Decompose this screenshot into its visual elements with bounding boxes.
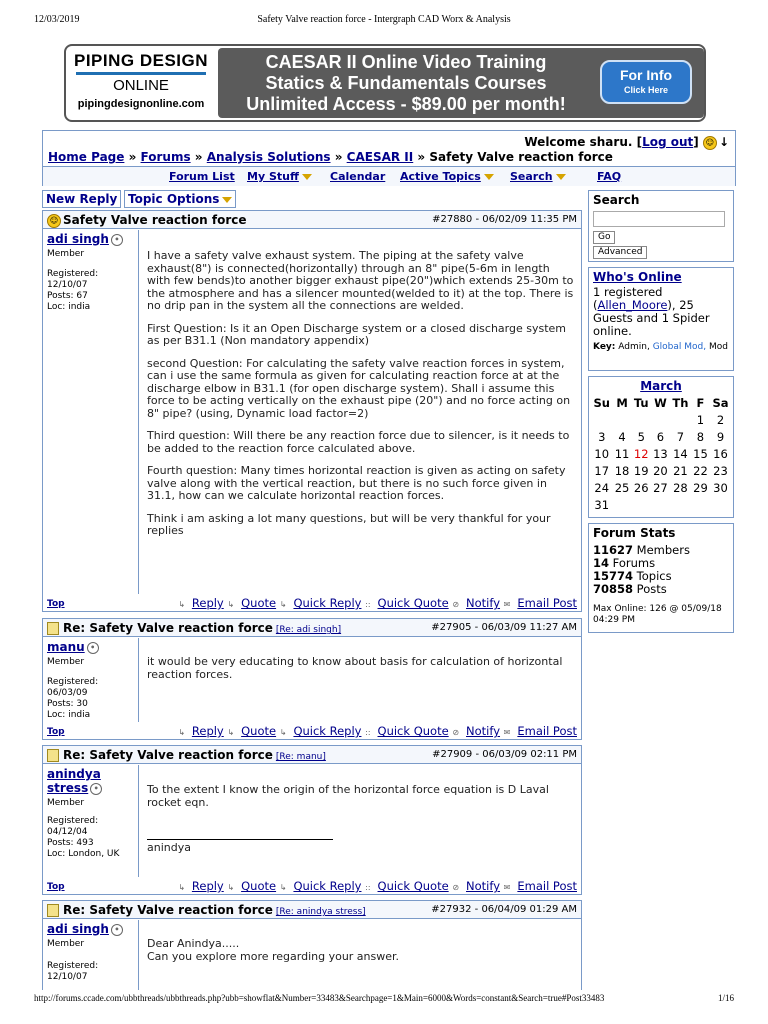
quick-reply-icon: ↳	[279, 728, 287, 737]
calendar-day[interactable]: 26	[633, 480, 649, 495]
calendar-weekday: W	[654, 396, 667, 410]
post-subject	[47, 213, 247, 228]
menu-active-topics-label: Active Topics	[400, 170, 481, 183]
author-info: Registered: 12/10/07 Posts: 67 Loc: india	[47, 269, 99, 312]
quote-icon: ↳	[227, 883, 235, 892]
smiley-icon: ☺	[47, 214, 61, 228]
email-icon: ✉	[503, 728, 511, 737]
breadcrumb-forums[interactable]: Forums	[140, 150, 191, 164]
calendar-month-link[interactable]: March	[640, 379, 682, 393]
smiley-icon: ☺	[703, 136, 717, 150]
welcome-end: ]	[693, 135, 699, 149]
calendar-day[interactable]: 4	[618, 429, 626, 444]
calendar-empty-cell	[710, 496, 731, 513]
quick-quote-link[interactable]: Quick Quote	[377, 596, 449, 610]
author-info: Registered: 12/10/07	[47, 961, 99, 982]
site-logo	[66, 46, 216, 120]
key-mod: Mod	[708, 342, 728, 352]
post-footer	[43, 594, 581, 612]
stat-value: 70858	[593, 582, 634, 596]
calendar-weekday: Th	[672, 396, 689, 410]
breadcrumb-current: Safety Valve reaction force	[429, 150, 613, 164]
author-name-text: manu	[47, 640, 85, 654]
author-info: Registered: 06/03/09 Posts: 30 Loc: india	[47, 677, 99, 720]
promo-line-2: Statics & Fundamentals Courses	[265, 73, 547, 93]
post-subject-text: Re: Safety Valve reaction force	[63, 621, 273, 635]
post-paragraph: First Question: Is it an Open Discharge system or a closed discharge system as per B31.1 (Non mandatory appendix)	[147, 321, 566, 347]
spacer	[147, 819, 575, 839]
calendar-day[interactable]: 1	[696, 412, 705, 427]
promo-text	[226, 52, 586, 115]
quick-reply-icon: ↳	[279, 600, 287, 609]
menu-forum-list[interactable]: Forum List	[169, 170, 235, 183]
post-paragraph: Can you explore more regarding your answer.	[147, 949, 400, 963]
top-link[interactable]: Top	[47, 882, 65, 892]
calendar-weekday: Su	[593, 396, 610, 410]
post-body	[147, 938, 575, 963]
author-role: Member	[47, 249, 85, 259]
quote-icon: ↳	[227, 600, 235, 609]
dropdown-icon	[302, 174, 312, 180]
breadcrumb-separator: »	[334, 150, 343, 164]
for-info-button[interactable]	[600, 60, 692, 104]
calendar-empty-cell	[632, 496, 651, 513]
calendar-day[interactable]: 11	[614, 446, 630, 461]
online-summary	[589, 286, 733, 338]
calendar-weekday: F	[696, 396, 705, 410]
calendar-day[interactable]: 14	[673, 446, 688, 461]
post-subject-text: Re: Safety Valve reaction force	[63, 903, 273, 917]
breadcrumb-separator: »	[128, 150, 137, 164]
author-name[interactable]	[47, 640, 99, 654]
calendar-day[interactable]: 19	[633, 463, 649, 478]
calendar-week	[591, 496, 731, 513]
calendar-day[interactable]: 15	[693, 446, 708, 461]
post-paragraph: second Question: For calculating the safety valve reaction forces in system, can i use the same formula as given for calculating reaction force at at the discharge elbow in B31.1 (for open discharge system). Shall i assume this force to be acting vertically on the exhaust pipe (20") and no force acting on 8" pipe? (using, Dynamic load factor=2)	[147, 356, 571, 420]
calendar-days	[591, 411, 731, 513]
calendar-day[interactable]: 28	[673, 480, 688, 495]
print-page-number: 1/16	[717, 993, 734, 1003]
reply-link[interactable]: Reply	[191, 596, 224, 610]
calendar-day[interactable]: 25	[614, 480, 630, 495]
quick-quote-icon: ::	[365, 883, 371, 892]
max-online: Max Online: 126 @ 05/09/18 04:29 PM	[593, 604, 722, 625]
post-header	[43, 746, 581, 764]
forum-stats-panel	[588, 523, 734, 633]
topic-options-label: Topic Options	[128, 192, 220, 206]
notify-icon: ⊘	[452, 728, 460, 737]
reply-link[interactable]: Reply	[191, 879, 224, 893]
reply-icon: ↳	[178, 600, 185, 609]
reply-icon: ↳	[178, 883, 185, 892]
reply-to-link[interactable]: [Re: adi singh]	[275, 625, 342, 635]
quick-reply-link[interactable]: Quick Reply	[293, 879, 362, 893]
note-icon	[47, 904, 59, 917]
forum-header	[42, 130, 736, 186]
post-paragraph: Third question: Will there be any reaction force due to silencer, is it needs to be added to the reaction force calculated above.	[147, 429, 570, 455]
print-title: Safety Valve reaction force - Intergraph CAD Worx & Analysis	[257, 14, 511, 25]
arrow-down-icon[interactable]: ↓	[718, 135, 729, 149]
post	[42, 618, 582, 740]
note-icon	[47, 622, 59, 635]
post-subject	[47, 621, 341, 635]
calendar-day[interactable]: 10	[594, 446, 610, 461]
online-text-post: ), 25 Guests and 1 Spider online.	[593, 298, 710, 338]
search-go-row	[589, 229, 733, 244]
reply-link[interactable]: Reply	[191, 724, 224, 738]
calendar-week	[591, 462, 731, 479]
print-date: 12/03/2019	[34, 14, 80, 25]
info-button-label: For Info	[619, 67, 673, 83]
calendar-day[interactable]: 5	[637, 429, 645, 444]
calendar-day[interactable]: 6	[656, 429, 665, 444]
post-paragraph: To the extent I know the origin of the horizontal force equation is D Laval rocket eqn.	[147, 783, 549, 809]
status-icon: •	[111, 234, 123, 246]
status-icon: •	[87, 642, 99, 654]
calendar-empty-cell	[670, 496, 691, 513]
calendar-weekday: Tu	[633, 396, 649, 410]
breadcrumb-separator: »	[194, 150, 203, 164]
logo-line-2: ONLINE	[113, 77, 169, 94]
welcome-bar	[524, 135, 729, 150]
key-label: Key:	[593, 342, 616, 352]
stat-label: Members	[636, 543, 690, 557]
post	[42, 745, 582, 895]
stat-label: Posts	[636, 582, 667, 596]
author-name-text: anindya stress	[47, 767, 101, 795]
post-author	[43, 920, 139, 990]
author-name[interactable]	[47, 922, 123, 936]
search-advanced-row	[589, 244, 733, 259]
post-number[interactable]: #27932 - 06/04/09 01:29 AM	[431, 904, 577, 915]
note-icon	[47, 749, 59, 762]
breadcrumb-home[interactable]: Home Page	[48, 150, 125, 164]
calendar-day[interactable]: 31	[594, 497, 610, 512]
calendar-day[interactable]: 24	[594, 480, 610, 495]
calendar-empty-cell	[613, 496, 632, 513]
calendar-panel	[588, 376, 734, 518]
menu-my-stuff-label: My Stuff	[247, 170, 299, 183]
dropdown-icon	[222, 197, 232, 203]
stat-label: Topics	[636, 569, 672, 583]
post-footer	[43, 722, 581, 740]
post-author	[43, 765, 139, 877]
post-subject-text: Safety Valve reaction force	[63, 213, 247, 227]
notify-icon: ⊘	[452, 600, 460, 609]
logo-divider	[76, 72, 206, 75]
status-icon: •	[90, 783, 102, 795]
calendar-week	[591, 479, 731, 496]
calendar-day[interactable]: 17	[594, 463, 610, 478]
whos-online-panel	[588, 267, 734, 371]
forum-stats-list	[589, 542, 733, 598]
quote-link[interactable]: Quote	[241, 724, 277, 738]
calendar-day[interactable]: 23	[713, 463, 728, 478]
calendar-day[interactable]: 8	[696, 429, 705, 444]
calendar-day[interactable]: 7	[676, 429, 685, 444]
dropdown-icon	[556, 174, 566, 180]
author-role: Member	[47, 657, 85, 667]
post-footer	[43, 877, 581, 895]
calendar-day[interactable]: 18	[614, 463, 630, 478]
key-global-mod: Global Mod,	[652, 342, 707, 352]
post-actions	[178, 724, 577, 738]
status-icon: •	[111, 924, 123, 936]
author-info: Registered: 04/12/04 Posts: 493 Loc: London, UK	[47, 816, 120, 859]
stat-value: 14	[593, 556, 610, 570]
quote-link[interactable]: Quote	[241, 596, 277, 610]
post-actions	[178, 596, 577, 610]
print-footer	[0, 993, 768, 1007]
post	[42, 210, 582, 612]
author-name-text: adi singh	[47, 232, 109, 246]
calendar-day[interactable]: 2	[716, 412, 725, 427]
search-title: Search	[593, 193, 640, 207]
quick-reply-icon: ↳	[279, 883, 287, 892]
stat-value: 15774	[593, 569, 634, 583]
calendar-day[interactable]: 29	[693, 480, 708, 495]
advanced-search-button[interactable]: Advanced	[593, 246, 647, 259]
online-text-pre: 1 registered (	[593, 285, 663, 312]
new-reply-button[interactable]: New Reply	[42, 190, 121, 208]
promo-line-1: CAESAR II Online Video Training	[265, 52, 547, 72]
post-subject	[47, 903, 366, 917]
post-actions	[178, 879, 577, 893]
quick-quote-icon: ::	[365, 728, 371, 737]
quick-quote-link[interactable]: Quick Quote	[377, 724, 449, 738]
post-subject-text: Re: Safety Valve reaction force	[63, 748, 273, 762]
post-body	[147, 250, 575, 548]
notify-link[interactable]: Notify	[466, 879, 501, 893]
notify-icon: ⊘	[452, 883, 460, 892]
calendar-empty-cell	[591, 411, 613, 428]
whos-online-title[interactable]	[589, 268, 733, 286]
post-paragraph: it would be very educating to know about basis for calculation of horizontal reaction forces.	[147, 655, 563, 681]
email-icon: ✉	[503, 883, 511, 892]
calendar-week	[591, 428, 731, 445]
calendar-day[interactable]: 30	[713, 480, 728, 495]
calendar-empty-cell	[691, 496, 710, 513]
dropdown-icon	[484, 174, 494, 180]
print-header	[0, 14, 768, 30]
logo-url: pipingdesignonline.com	[77, 98, 205, 110]
forum-stats-title: Forum Stats	[593, 526, 676, 540]
calendar-week	[591, 411, 731, 428]
calendar-empty-cell	[670, 411, 691, 428]
calendar-day[interactable]: 13	[653, 446, 668, 461]
signature: anindya	[147, 841, 191, 854]
menu-search-label: Search	[510, 170, 553, 183]
author-name[interactable]	[47, 232, 123, 246]
search-panel	[588, 190, 734, 262]
calendar-day[interactable]: 16	[713, 446, 728, 461]
promo-panel	[218, 48, 704, 118]
stat-value: 11627	[593, 543, 634, 557]
calendar-day[interactable]: 22	[693, 463, 708, 478]
reply-to-link[interactable]: [Re: anindya stress]	[275, 907, 366, 917]
post-body	[147, 656, 575, 691]
stat-label: Forums	[612, 556, 656, 570]
calendar-empty-cell	[651, 411, 670, 428]
calendar-day[interactable]: 12	[633, 446, 649, 461]
author-role: Member	[47, 798, 85, 808]
post-subject	[47, 748, 326, 762]
calendar-day[interactable]: 27	[653, 480, 668, 495]
reply-to-link[interactable]: [Re: manu]	[275, 752, 326, 762]
calendar-grid	[591, 395, 731, 513]
post-paragraph: Dear Anindya.....	[147, 937, 240, 950]
author-role: Member	[47, 939, 85, 949]
online-user-link[interactable]: Allen_Moore	[597, 298, 668, 312]
quick-quote-icon: ::	[365, 600, 371, 609]
calendar-empty-cell	[613, 411, 632, 428]
post-paragraph: Fourth question: Many times horizontal reaction is given as acting on safety valve along with the vertical reaction, but there is no such force given in 31.1, how can we calculate horizontal reaction forces.	[147, 464, 566, 502]
calendar-weekday-row	[591, 395, 731, 411]
calendar-week	[591, 445, 731, 462]
calendar-weekday: M	[616, 396, 628, 410]
menu-search[interactable]	[510, 170, 566, 183]
post-header	[43, 901, 581, 919]
notify-link[interactable]: Notify	[466, 724, 501, 738]
training-banner[interactable]	[64, 44, 706, 122]
menu-active-topics[interactable]	[400, 170, 494, 183]
email-icon: ✉	[503, 600, 511, 609]
calendar-day[interactable]: 9	[716, 429, 725, 444]
menu-faq[interactable]: FAQ	[597, 170, 622, 183]
promo-line-3: Unlimited Access - $89.00 per month!	[246, 94, 566, 114]
calendar-weekday: Sa	[712, 396, 729, 410]
breadcrumb-separator: »	[417, 150, 426, 164]
post-number[interactable]: #27880 - 06/02/09 11:35 PM	[432, 214, 577, 225]
post	[42, 900, 582, 990]
notify-link[interactable]: Notify	[466, 596, 501, 610]
quote-link[interactable]: Quote	[241, 879, 277, 893]
post-paragraph: Think i am asking a lot many questions, but will be very thankful for your replies	[147, 511, 551, 537]
post-body	[147, 784, 575, 855]
stat-posts	[593, 583, 729, 596]
info-button-sublabel: Click Here	[623, 85, 669, 95]
calendar-month[interactable]	[589, 377, 733, 393]
online-key	[589, 342, 733, 355]
signature-divider	[147, 839, 333, 840]
post-number[interactable]: #27905 - 06/03/09 11:27 AM	[431, 622, 577, 633]
post-paragraph: I have a safety valve exhaust system. The piping at the safety valve exhaust(8") is connected(horizontally) through an 8" pipe(5-6m in length with few bends)to another bigger exhaust pipe(20")which extends 25-30m to the atmosphere and has a silencer mounted(welded to it) at the top. There is no drip pan in the system all the connections are welded.	[147, 249, 574, 312]
menu-my-stuff[interactable]	[247, 170, 312, 183]
quick-quote-link[interactable]: Quick Quote	[377, 879, 449, 893]
calendar-day[interactable]: 21	[673, 463, 688, 478]
welcome-text: Welcome sharu. [	[524, 135, 643, 149]
sidebar-search-input[interactable]	[593, 211, 725, 227]
topic-options-button[interactable]	[124, 190, 236, 208]
reply-icon: ↳	[178, 728, 185, 737]
post-author	[43, 638, 139, 722]
print-url: http://forums.ccade.com/ubbthreads/ubbthreads.php?ubb=showflat&Number=33483&Searchpage=1&Main=6000&Words=constant&Search=true#Post33483	[34, 993, 605, 1003]
calendar-day[interactable]: 20	[653, 463, 668, 478]
calendar-day[interactable]: 3	[598, 429, 606, 444]
forum-menu	[43, 166, 735, 186]
calendar-empty-cell	[632, 411, 651, 428]
author-name[interactable]	[47, 767, 135, 795]
whos-online-link[interactable]: Who's Online	[593, 270, 682, 284]
key-admin: Admin,	[618, 342, 650, 352]
post-header	[43, 619, 581, 637]
email-link[interactable]: Email Post	[517, 724, 577, 738]
post-author	[43, 230, 139, 594]
quick-reply-link[interactable]: Quick Reply	[293, 724, 362, 738]
calendar-empty-cell	[651, 496, 670, 513]
quote-icon: ↳	[227, 728, 235, 737]
post-number[interactable]: #27909 - 06/03/09 02:11 PM	[432, 749, 577, 760]
go-button[interactable]: Go	[593, 231, 615, 244]
breadcrumb-caesar-ii[interactable]: CAESAR II	[346, 150, 414, 164]
email-link[interactable]: Email Post	[517, 879, 577, 893]
author-name-text: adi singh	[47, 922, 109, 936]
logo-line-1: PIPING DESIGN	[73, 51, 209, 70]
email-link[interactable]: Email Post	[517, 596, 577, 610]
breadcrumb	[48, 150, 613, 164]
menu-calendar[interactable]: Calendar	[330, 170, 386, 183]
breadcrumb-analysis-solutions[interactable]: Analysis Solutions	[206, 150, 331, 164]
logout-link[interactable]: Log out	[642, 135, 694, 149]
quick-reply-link[interactable]: Quick Reply	[293, 596, 362, 610]
post-header	[43, 211, 581, 229]
top-link[interactable]: Top	[47, 599, 65, 609]
top-link[interactable]: Top	[47, 727, 65, 737]
